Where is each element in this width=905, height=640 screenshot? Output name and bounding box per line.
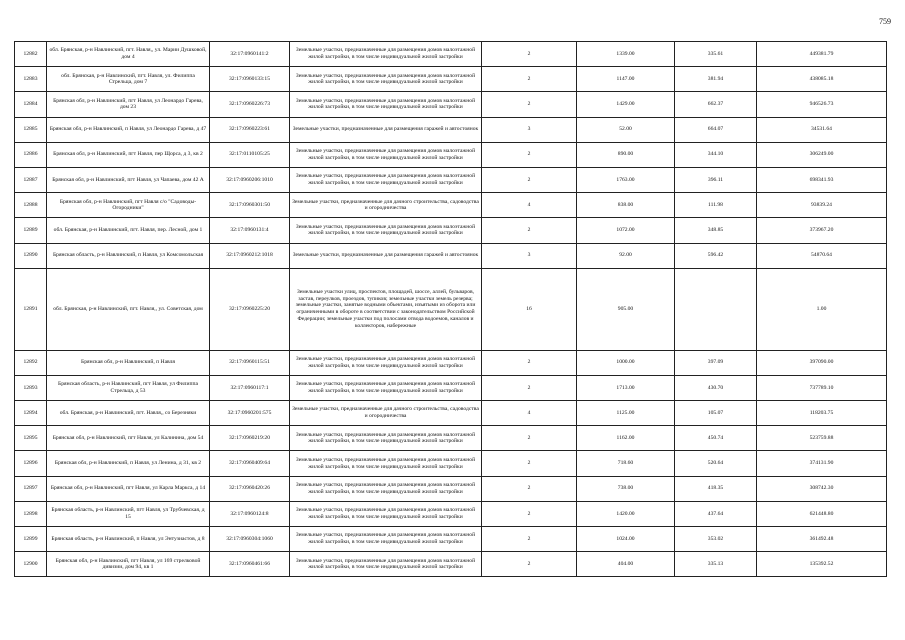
cadastral-value-table (14, 41, 887, 577)
cadastral-value-cell: 523759.88 (757, 426, 887, 451)
row-number-cell: 12894 (15, 401, 47, 426)
cadastral-value-cell: 438085.18 (757, 67, 887, 92)
land-use-cell: Земельные участки, предназначенные для размещения домов малоэтажной жилой застройки, в том числе индивидуальной жилой застройки (290, 426, 482, 451)
table-row (15, 42, 887, 67)
area-cell: 404.00 (577, 552, 675, 577)
row-number-cell: 12887 (15, 167, 47, 192)
cadastral-number-cell: 32:17:0960223:61 (210, 117, 290, 142)
address-cell: Брянская обл, р-н Навлинский, пгт Навля, ул Чапаева, дом 42 А (47, 167, 210, 192)
specific-value-cell: 396.11 (675, 167, 757, 192)
area-cell: 890.00 (577, 142, 675, 167)
specific-value-cell: 335.61 (675, 42, 757, 67)
cadastral-number-cell: 32:17:0960124:8 (210, 501, 290, 526)
table-row (15, 375, 887, 400)
cadastral-number-cell: 32:17:0960461:66 (210, 552, 290, 577)
cadastral-number-cell: 32:17:0960117:1 (210, 375, 290, 400)
specific-value-cell: 353.02 (675, 527, 757, 552)
cadastral-number-cell: 32:17:0110105:25 (210, 142, 290, 167)
row-number-cell: 12899 (15, 527, 47, 552)
address-cell: Брянская обл, р-н Навлинский, пгт Навля, ул Карла Маркса, д 14 (47, 476, 210, 501)
cadastral-number-cell: 32:17:0960226:73 (210, 92, 290, 117)
category-cell: 2 (482, 218, 577, 243)
row-number-cell: 12883 (15, 67, 47, 92)
land-use-cell: Земельные участки, предназначенные для размещения домов малоэтажной жилой застройки, в том числе индивидуальной жилой застройки (290, 527, 482, 552)
area-cell: 1420.00 (577, 501, 675, 526)
category-cell: 2 (482, 350, 577, 375)
cadastral-value-cell: 306249.00 (757, 142, 887, 167)
land-use-cell: Земельные участки, предназначенные для размещения домов малоэтажной жилой застройки, в том числе индивидуальной жилой застройки (290, 142, 482, 167)
row-number-cell: 12895 (15, 426, 47, 451)
land-use-cell: Земельные участки, предназначенные для размещения гаражей и автостоянок (290, 243, 482, 268)
category-cell: 3 (482, 243, 577, 268)
table-row (15, 92, 887, 117)
row-number-cell: 12900 (15, 552, 47, 577)
specific-value-cell: 335.13 (675, 552, 757, 577)
address-cell: Брянская обл, р-н Навлинский, п Навля (47, 350, 210, 375)
area-cell: 52.00 (577, 117, 675, 142)
address-cell: обл. Брянская, р-н Навлинский, пгт. Навля,, со Березняки (47, 401, 210, 426)
table-row (15, 501, 887, 526)
category-cell: 2 (482, 552, 577, 577)
area-cell: 718.60 (577, 451, 675, 476)
category-cell: 2 (482, 67, 577, 92)
area-cell: 1162.00 (577, 426, 675, 451)
specific-value-cell: 520.64 (675, 451, 757, 476)
cadastral-number-cell: 32:17:0960141:2 (210, 42, 290, 67)
table-row (15, 218, 887, 243)
area-cell: 905.00 (577, 268, 675, 350)
cadastral-value-cell: 93839.24 (757, 193, 887, 218)
address-cell: Брянская обл, р-н Навлинский, пгт Навля, ул Леонардо Гарева, дом 23 (47, 92, 210, 117)
specific-value-cell: 596.42 (675, 243, 757, 268)
cadastral-number-cell: 32:17:0960133:15 (210, 67, 290, 92)
cadastral-value-cell: 118203.75 (757, 401, 887, 426)
row-number-cell: 12890 (15, 243, 47, 268)
table-row (15, 167, 887, 192)
cadastral-number-cell: 32:17:0960131:4 (210, 218, 290, 243)
cadastral-number-cell: 32:17:0960212:1018 (210, 243, 290, 268)
cadastral-number-cell: 32:17:0960201:575 (210, 401, 290, 426)
category-cell: 2 (482, 426, 577, 451)
category-cell: 2 (482, 375, 577, 400)
row-number-cell: 12885 (15, 117, 47, 142)
category-cell: 2 (482, 42, 577, 67)
area-cell: 1763.00 (577, 167, 675, 192)
address-cell: Брянская область, р-н Навлинский, пгт Навля, ул Филиппа Стрельца, д 53 (47, 375, 210, 400)
land-use-cell: Земельные участки, предназначенные для размещения домов малоэтажной жилой застройки, в том числе индивидуальной жилой застройки (290, 375, 482, 400)
area-cell: 1072.00 (577, 218, 675, 243)
table-row (15, 117, 887, 142)
address-cell: Брянская обл, р-н Навлинский, п Навля, ул Ленина, д 31, кв 2 (47, 451, 210, 476)
area-cell: 1339.00 (577, 42, 675, 67)
table-row (15, 350, 887, 375)
cadastral-number-cell: 32:17:0960206:1010 (210, 167, 290, 192)
cadastral-number-cell: 32:17:0960409:64 (210, 451, 290, 476)
cadastral-value-cell: 946526.73 (757, 92, 887, 117)
row-number-cell: 12889 (15, 218, 47, 243)
category-cell: 2 (482, 92, 577, 117)
land-use-cell: Земельные участки, предназначенные для размещения домов малоэтажной жилой застройки, в том числе индивидуальной жилой застройки (290, 92, 482, 117)
table-row (15, 193, 887, 218)
specific-value-cell: 430.70 (675, 375, 757, 400)
category-cell: 2 (482, 527, 577, 552)
land-use-cell: Земельные участки улиц, проспектов, площадей, шоссе, аллей, бульваров, застав, переулков, проездов, тупиков; земельные участки земель резерва; земельные участки, занятые водными объектами, изъятыми из оборота или ограниченными в обороте в соответствии с законодательством Российской Федерации; земельные участки под полосами отвода водоемов, каналов и коллекторов, набережные (290, 268, 482, 350)
category-cell: 2 (482, 476, 577, 501)
category-cell: 2 (482, 501, 577, 526)
address-cell: обл. Брянская, р-н Навлинский, пгт. Навля, пер. Лесной, дом 1 (47, 218, 210, 243)
table-row (15, 552, 887, 577)
cadastral-value-cell: 135392.52 (757, 552, 887, 577)
row-number-cell: 12884 (15, 92, 47, 117)
table-row (15, 243, 887, 268)
address-cell: Брянская обл, р-н Навлинский, пгт Навля, ул 169 стрелковой дивизии, дом 94, кв 1 (47, 552, 210, 577)
cadastral-value-cell: 361492.48 (757, 527, 887, 552)
cadastral-number-cell: 32:17:0960225:20 (210, 268, 290, 350)
address-cell: Брянская обл, р-н Навлинский, пгт Навля, пер Щорса, д 3, кв 2 (47, 142, 210, 167)
address-cell: Брянская область, р-н Навлинский, п Навля, ул Комсомольская (47, 243, 210, 268)
cadastral-number-cell: 32:17:0960420:26 (210, 476, 290, 501)
table-row (15, 476, 887, 501)
area-cell: 1147.00 (577, 67, 675, 92)
land-use-cell: Земельные участки, предназначенные для размещения домов малоэтажной жилой застройки, в том числе индивидуальной жилой застройки (290, 350, 482, 375)
row-number-cell: 12898 (15, 501, 47, 526)
row-number-cell: 12896 (15, 451, 47, 476)
land-use-cell: Земельные участки, предназначенные для размещения домов малоэтажной жилой застройки, в том числе индивидуальной жилой застройки (290, 167, 482, 192)
specific-value-cell: 381.94 (675, 67, 757, 92)
specific-value-cell: 344.10 (675, 142, 757, 167)
cadastral-value-cell: 374131.90 (757, 451, 887, 476)
address-cell: Брянская обл, р-н Навлинский, п Навля, ул Леонардо Гарева, д 47 (47, 117, 210, 142)
category-cell: 2 (482, 451, 577, 476)
area-cell: 838.00 (577, 193, 675, 218)
address-cell: обл. Брянская, р-н Навлинский, пгт. Навля, ул. Филиппа Стрельца, дом 7 (47, 67, 210, 92)
table-row (15, 268, 887, 350)
specific-value-cell: 418.35 (675, 476, 757, 501)
table-row (15, 426, 887, 451)
category-cell: 16 (482, 268, 577, 350)
category-cell: 3 (482, 117, 577, 142)
land-use-cell: Земельные участки, предназначенные для размещения домов малоэтажной жилой застройки, в том числе индивидуальной жилой застройки (290, 218, 482, 243)
category-cell: 4 (482, 401, 577, 426)
area-cell: 1000.00 (577, 350, 675, 375)
table-row (15, 527, 887, 552)
specific-value-cell: 662.37 (675, 92, 757, 117)
cadastral-value-cell: 34531.64 (757, 117, 887, 142)
area-cell: 1429.00 (577, 92, 675, 117)
cadastral-value-cell: 54870.64 (757, 243, 887, 268)
cadastral-value-cell: 621448.80 (757, 501, 887, 526)
specific-value-cell: 437.64 (675, 501, 757, 526)
area-cell: 1713.00 (577, 375, 675, 400)
cadastral-number-cell: 32:17:0960115:51 (210, 350, 290, 375)
land-use-cell: Земельные участки, предназначенные для размещения гаражей и автостоянок (290, 117, 482, 142)
land-use-cell: Земельные участки, предназначенные для размещения домов малоэтажной жилой застройки, в том числе индивидуальной жилой застройки (290, 451, 482, 476)
area-cell: 92.00 (577, 243, 675, 268)
cadastral-value-cell: 308742.30 (757, 476, 887, 501)
row-number-cell: 12893 (15, 375, 47, 400)
row-number-cell: 12897 (15, 476, 47, 501)
address-cell: Брянская область, р-н Навлинский, пгт Навля, ул Трубчевская, д 15 (47, 501, 210, 526)
category-cell: 2 (482, 167, 577, 192)
row-number-cell: 12892 (15, 350, 47, 375)
table-row (15, 451, 887, 476)
land-use-cell: Земельные участки, предназначенные для размещения домов малоэтажной жилой застройки, в том числе индивидуальной жилой застройки (290, 42, 482, 67)
cadastral-number-cell: 32:17:0960219:20 (210, 426, 290, 451)
address-cell: обл. Брянская, р-н Навлинский, пгт. Навля,, ул. Советская, дом (47, 268, 210, 350)
address-cell: Брянская обл, р-н Навлинский, пгт Навля, ул Калинина, дом 54 (47, 426, 210, 451)
specific-value-cell: 348.85 (675, 218, 757, 243)
address-cell: Брянская обл, р-н Навлинский, пгт Навля с/о "Садоводы-Огородники" (47, 193, 210, 218)
specific-value-cell (675, 268, 757, 350)
land-use-cell: Земельные участки, предназначенные для дачного строительства, садоводства и огородничества (290, 401, 482, 426)
category-cell: 2 (482, 142, 577, 167)
address-cell: обл. Брянская, р-н Навлинский, пгт. Навля,, ул. Марии Душковой, дом 4 (47, 42, 210, 67)
area-cell: 1024.00 (577, 527, 675, 552)
land-use-cell: Земельные участки, предназначенные для дачного строительства, садоводства и огородничества (290, 193, 482, 218)
table-row (15, 401, 887, 426)
row-number-cell: 12882 (15, 42, 47, 67)
specific-value-cell: 397.09 (675, 350, 757, 375)
specific-value-cell: 450.74 (675, 426, 757, 451)
land-use-cell: Земельные участки, предназначенные для размещения домов малоэтажной жилой застройки, в том числе индивидуальной жилой застройки (290, 552, 482, 577)
address-cell: Брянская область, р-н Навлинский, п Навля, ул Энтузиастов, д 8 (47, 527, 210, 552)
cadastral-value-cell: 373967.20 (757, 218, 887, 243)
land-use-cell: Земельные участки, предназначенные для размещения домов малоэтажной жилой застройки, в том числе индивидуальной жилой застройки (290, 476, 482, 501)
land-use-cell: Земельные участки, предназначенные для размещения домов малоэтажной жилой застройки, в том числе индивидуальной жилой застройки (290, 501, 482, 526)
category-cell: 4 (482, 193, 577, 218)
table-row (15, 142, 887, 167)
cadastral-value-cell: 449381.79 (757, 42, 887, 67)
table-body (15, 42, 887, 577)
specific-value-cell: 105.07 (675, 401, 757, 426)
area-cell: 1125.00 (577, 401, 675, 426)
area-cell: 738.00 (577, 476, 675, 501)
cadastral-value-cell: 737789.10 (757, 375, 887, 400)
cadastral-value-cell: 698341.93 (757, 167, 887, 192)
row-number-cell: 12888 (15, 193, 47, 218)
page-number: 759 (879, 17, 891, 26)
cadastral-value-cell: 397090.00 (757, 350, 887, 375)
table-row (15, 67, 887, 92)
specific-value-cell: 111.98 (675, 193, 757, 218)
cadastral-number-cell: 32:17:0960304:1060 (210, 527, 290, 552)
row-number-cell: 12886 (15, 142, 47, 167)
row-number-cell: 12891 (15, 268, 47, 350)
specific-value-cell: 664.07 (675, 117, 757, 142)
land-use-cell: Земельные участки, предназначенные для размещения домов малоэтажной жилой застройки, в том числе индивидуальной жилой застройки (290, 67, 482, 92)
cadastral-value-cell: 1.00 (757, 268, 887, 350)
cadastral-number-cell: 32:17:0960301:50 (210, 193, 290, 218)
